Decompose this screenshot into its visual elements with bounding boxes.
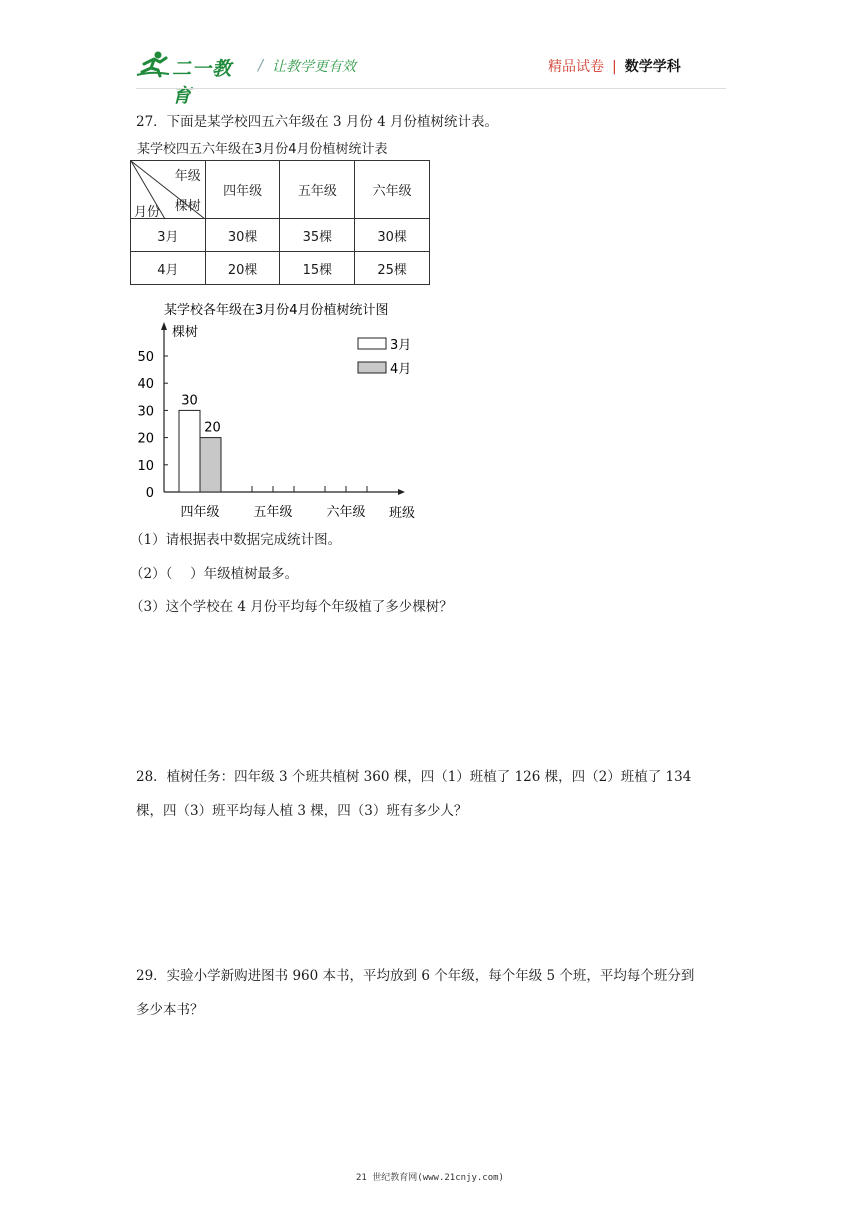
data-label: 20 — [204, 420, 221, 436]
table-cell: 30棵 — [205, 219, 280, 252]
question-29-line2: 多少本书？ — [136, 1002, 204, 1018]
y-axis-arrow-icon — [161, 322, 167, 330]
diag-mid-label: 棵树 — [174, 199, 201, 214]
x-tick-label: 四年级 — [180, 505, 220, 520]
table-cell: 35棵 — [280, 219, 355, 252]
bar-chart — [128, 296, 438, 528]
table-cell: 25棵 — [355, 252, 430, 285]
question-27-sub3: （3）这个学校在 4 月份平均每个年级植了多少棵树？ — [130, 599, 453, 615]
footer: 21 世纪教育网(www.21cnjy.com) — [356, 1173, 504, 1183]
x-axis-arrow-icon — [398, 489, 405, 495]
header-tag: 精品试卷 — [548, 59, 604, 75]
y-tick-label: 0 — [145, 486, 154, 501]
table-diagonal-header — [131, 161, 206, 219]
header-slash: / — [258, 56, 264, 74]
stat-table — [130, 160, 430, 285]
row-month: 3月 — [131, 219, 206, 252]
bar — [179, 410, 200, 492]
x-axis-label: 班级 — [389, 506, 416, 521]
header-divider: | — [612, 59, 617, 75]
table-row — [131, 219, 430, 252]
logo-text: 二一教育 — [172, 58, 233, 107]
y-tick-label: 40 — [137, 377, 154, 393]
diag-top-label: 年级 — [174, 169, 201, 184]
y-tick-label: 20 — [137, 431, 154, 447]
row-month: 4月 — [131, 252, 206, 285]
col-header: 四年级 — [205, 161, 280, 219]
question-28-line1: 28．植树任务：四年级 3 个班共植树 360 棵，四（1）班植了 126 棵，四（2）班植了 134 — [136, 769, 692, 785]
logo — [136, 50, 246, 107]
x-tick-label: 六年级 — [326, 505, 366, 520]
question-27-sub1: （1）请根据表中数据完成统计图。 — [130, 532, 342, 548]
legend-label: 3月 — [390, 338, 412, 353]
header-right — [548, 56, 681, 76]
legend-swatch — [358, 338, 386, 349]
header-rule — [136, 88, 726, 89]
table-cell: 15棵 — [280, 252, 355, 285]
y-tick-label: 10 — [137, 458, 154, 474]
question-29-line1: 29．实验小学新购进图书 960 本书，平均放到 6 个年级，每个年级 5 个班，平均每个班分到 — [136, 968, 695, 984]
col-header: 六年级 — [355, 161, 430, 219]
header-slogan: 让教学更有效 — [272, 59, 356, 75]
legend-swatch — [358, 362, 386, 373]
y-tick-label: 30 — [137, 404, 154, 420]
y-tick-label: 50 — [137, 350, 154, 365]
chart-title: 某学校各年级在3月份4月份植树统计图 — [164, 303, 389, 318]
x-tick-label: 五年级 — [253, 505, 293, 520]
table-cell: 20棵 — [205, 252, 280, 285]
question-27-sub2: （2）（ ）年级植树最多。 — [130, 566, 299, 582]
col-header: 五年级 — [280, 161, 355, 219]
table-row — [131, 252, 430, 285]
data-label: 30 — [181, 393, 198, 409]
legend-label: 4月 — [390, 362, 412, 377]
question-28-line2: 棵，四（3）班平均每人植 3 棵，四（3）班有多少人？ — [136, 803, 468, 819]
diag-bottom-label: 月份 — [134, 205, 161, 220]
table-title: 某学校四五六年级在3月份4月份植树统计表 — [137, 142, 388, 157]
runner-logo-icon — [136, 50, 170, 78]
y-axis-label: 棵树 — [172, 325, 199, 340]
header-subject: 数学学科 — [624, 59, 681, 75]
bar — [200, 438, 221, 492]
table-cell: 30棵 — [355, 219, 430, 252]
question-27-text: 27．下面是某学校四五六年级在 3 月份 4 月份植树统计表。 — [136, 114, 499, 130]
